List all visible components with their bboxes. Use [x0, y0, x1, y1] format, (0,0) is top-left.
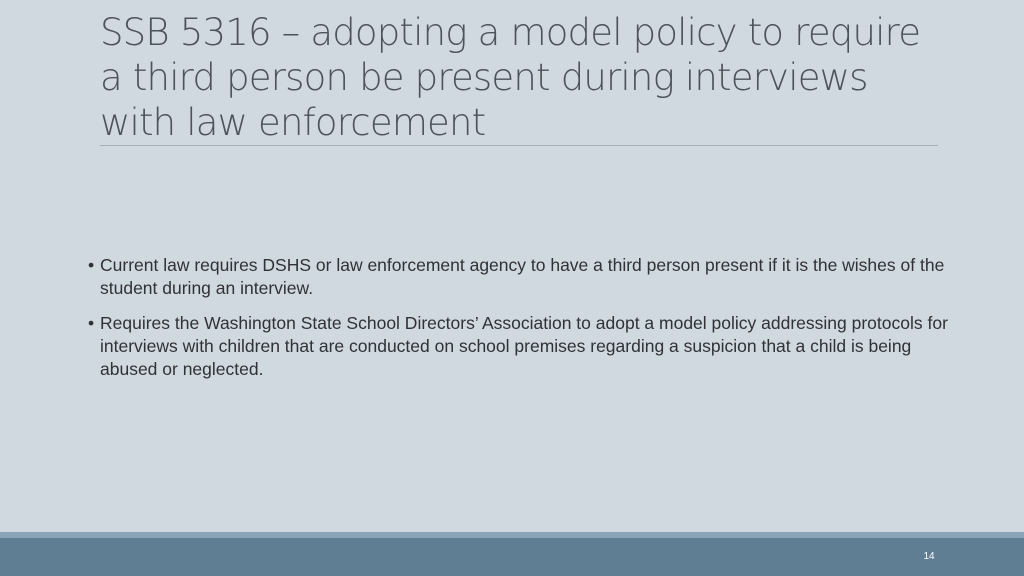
bullet-icon: •: [88, 313, 95, 333]
title-divider: [100, 145, 938, 146]
page-number: 14: [923, 551, 935, 562]
slide-title: SSB 5316 – adopting a model policy to require a third person be present during interviews with law enforcement: [100, 11, 921, 144]
bullet-list: [88, 254, 948, 393]
bullet-text: Current law requires DSHS or law enforcement agency to have a third person present if it is the wishes of the student during an interview.: [100, 255, 945, 298]
bullet-text: Requires the Washington State School Directors’ Association to adopt a model policy addressing protocols for interviews with children that are conducted on school premises regarding a suspicion that a child is being abused or neglected.: [100, 313, 948, 379]
bullet-item: [88, 254, 948, 300]
bullet-icon: •: [88, 255, 95, 275]
bullet-item: [88, 312, 948, 381]
footer-bar: [0, 538, 1024, 576]
